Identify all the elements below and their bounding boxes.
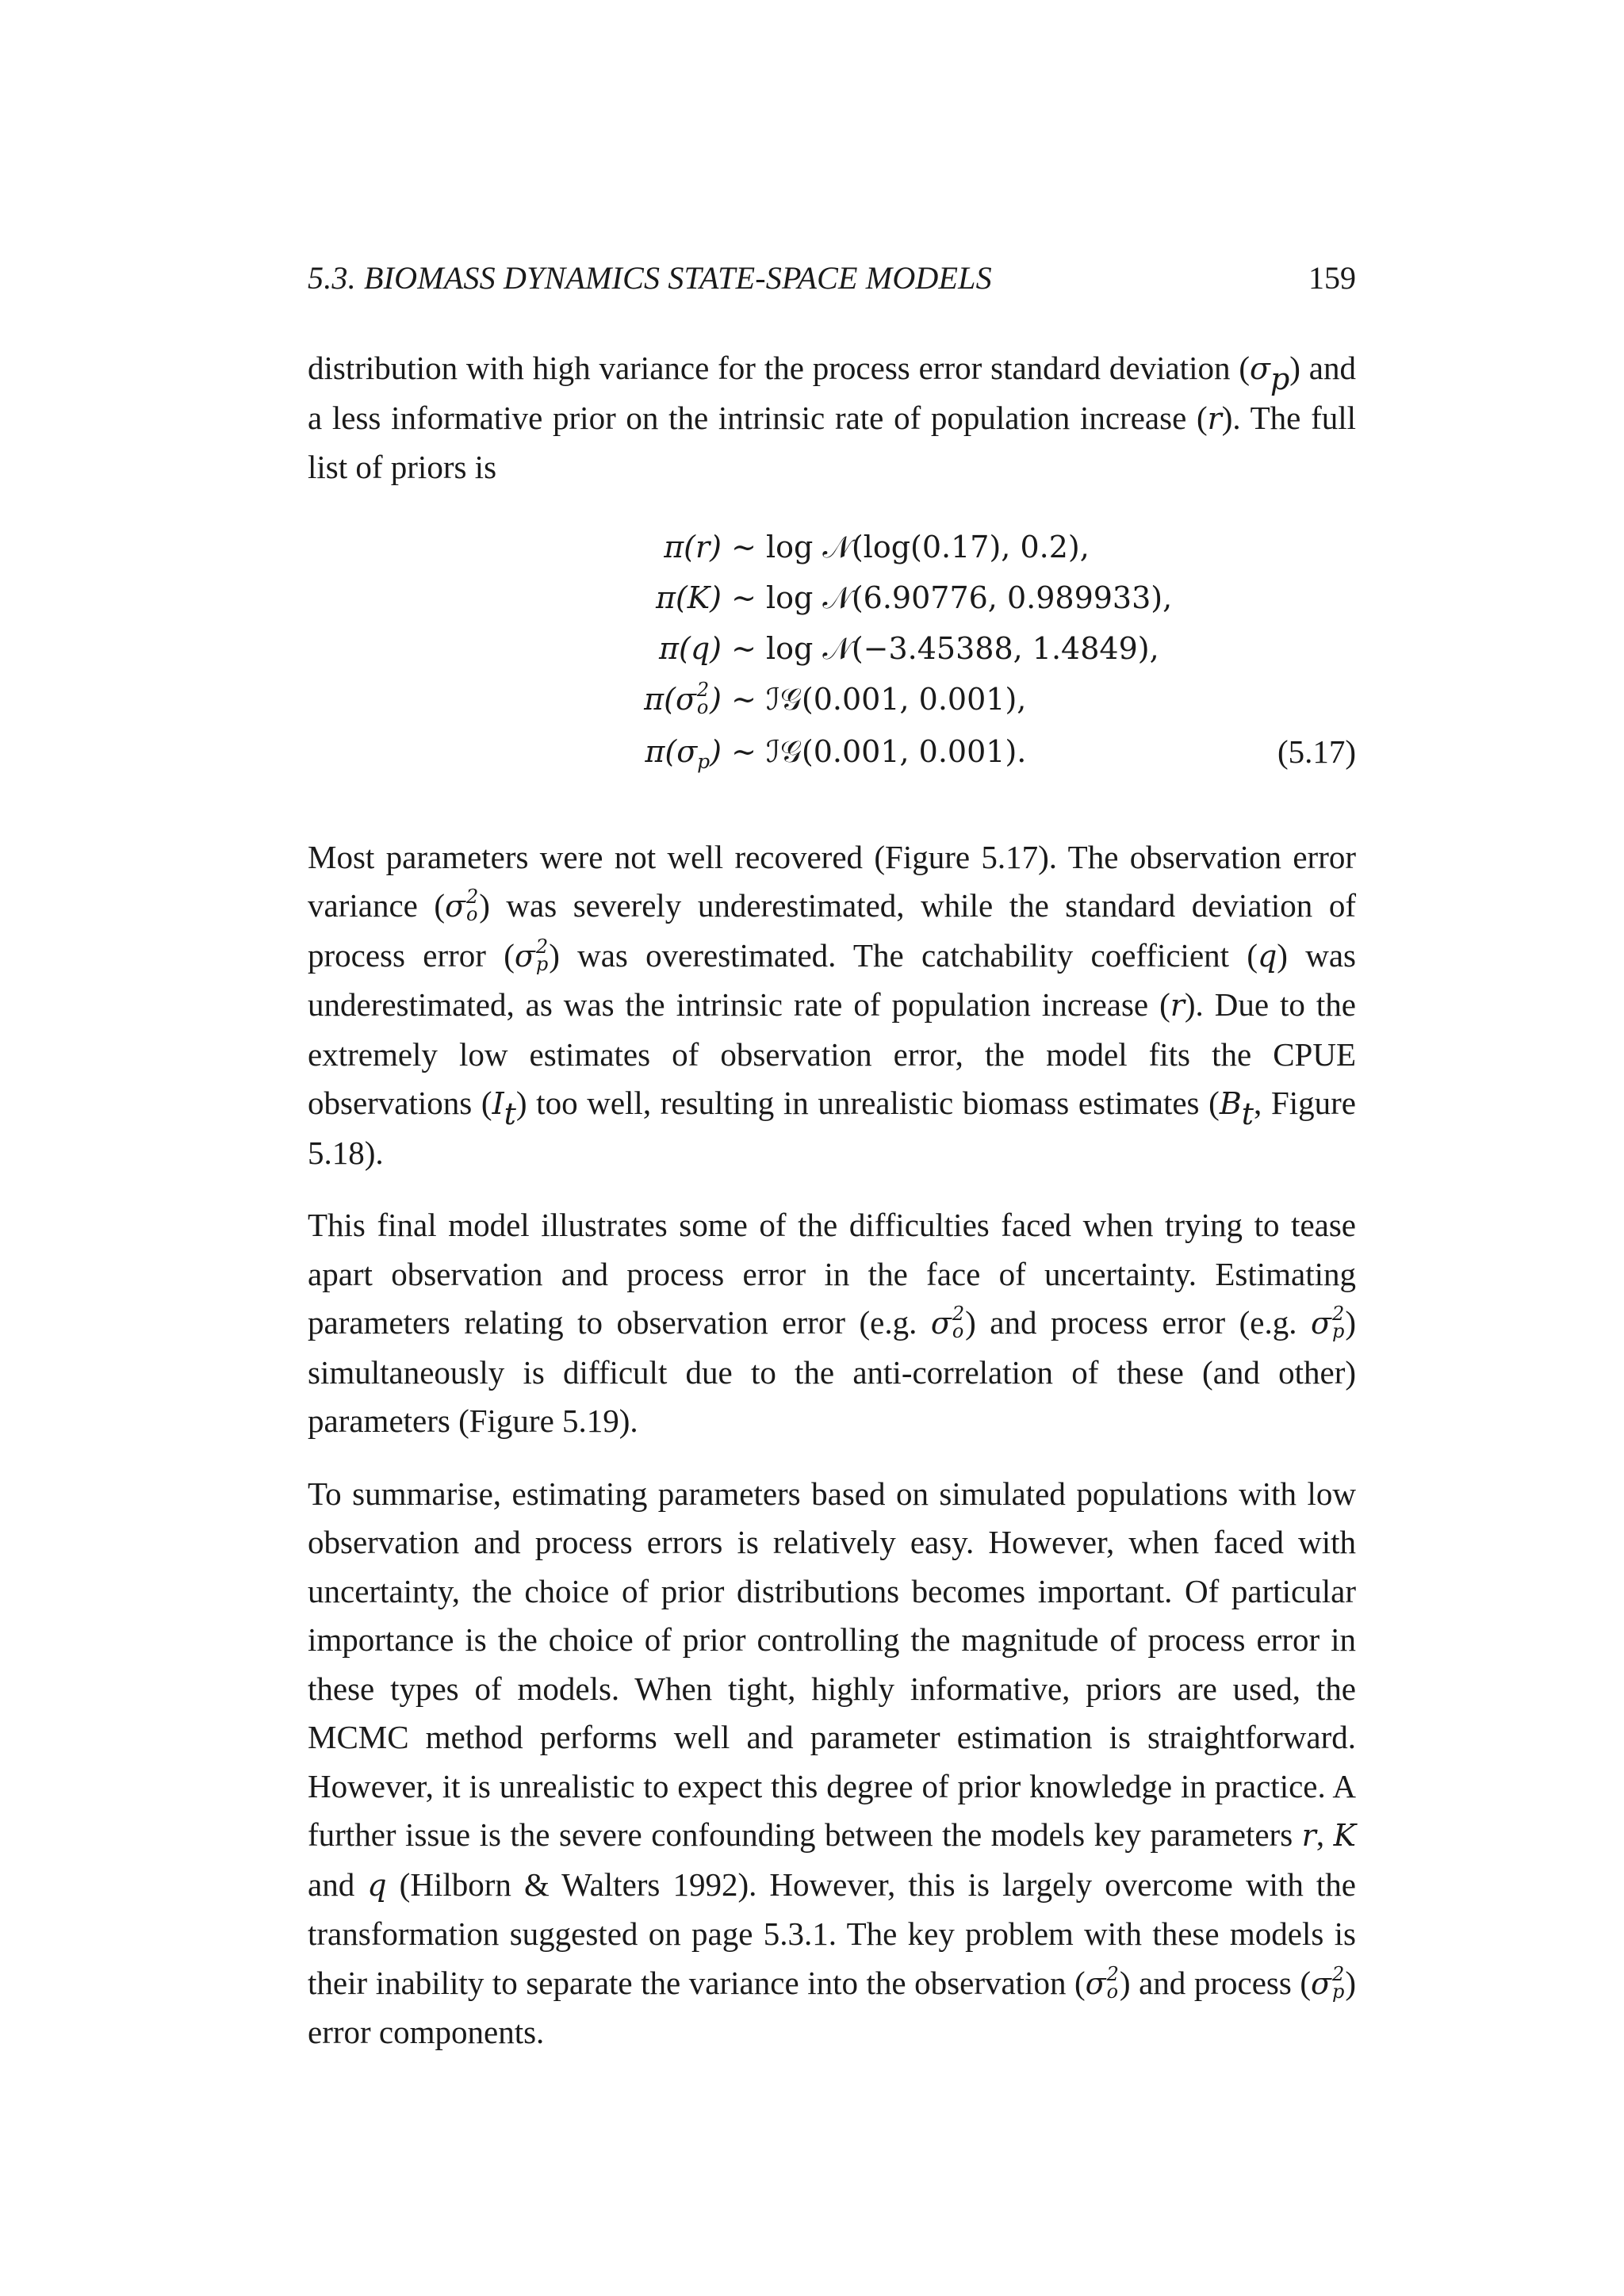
paragraph-priors-intro: distribution with high variance for the process error standard deviation $(\sigma_p)$ and a less informative prior on the intrinsic rate of population increase (r). The full list of priors is [308,350,1356,485]
equation-row-q: π(q) ∼ log 𝒩(−3.45388, 1.4849), [659,630,1159,666]
running-head [308,251,1356,306]
prior-equations [308,505,1356,811]
equation-row-sigma-p: $\pi(\sigma_p)$ ∼ ℐ𝒢(0.001, 0.001). (5.17) [308,724,1356,779]
paragraph-results: Most parameters were not well recovered (Figure 5.17). The observation error variance (σ 2 o ) was severely underestimated, while the standard deviation of process error (σ 2 p ) was overestimated. The catchability coefficient (q) was underestimated, as was the intrinsic rate of population increase (r). Due to the extremely low estimates of observation error, the model fits the CPUE observations $(I_t)$ too well, resulting in unrealistic biomass estimates ($B_t$, Figure 5.18). [308,838,1356,1171]
equation-row-r: π(r) ∼ log 𝒩(log(0.17), 0.2), [664,529,1090,564]
page [308,251,1356,2057]
page-number: 159 [1308,260,1356,296]
running-title: 5.3. BIOMASS DYNAMICS STATE-SPACE MODELS [308,260,992,296]
paragraph-difficulties: This final model illustrates some of the difficulties faced when trying to tease apart observation and process error in the face of uncertainty. Estimating parameters relating to observation error (e.g. σ 2 o ) and process error (e.g. σ 2 p ) simultaneously is difficult due to the anti-correlation of these (and other) parameters (Figure 5.19). [308,1207,1356,1439]
equation-row-k: π(K) ∼ log 𝒩(6.90776, 0.989933), [655,580,1173,615]
paragraph-summary: To summarise, estimating parameters based on simulated populations with low observation and process errors is relatively easy. However, when faced with uncertainty, the choice of prior distributions becomes important. Of particular importance is the choice of prior controlling the magnitude of process error in these types of models. When tight, highly informative, priors are used, the MCMC method performs well and parameter estimation is straightforward. However, it is unrealistic to expect this degree of prior knowledge in practice. A further issue is the severe confounding between the models key parameters r, K and q (Hilborn & Walters 1992). However, this is largely overcome with the transformation suggested on page 5.3.1. The key problem with these models is their inability to separate the variance into the observation (σ 2 o ) and process (σ 2 p ) error components. [308,1475,1357,2050]
equation-number: (5.17) [1277,733,1356,770]
equation-row-sigma-o: π(σ 2 o ) ∼ ℐ𝒢(0.001, 0.001), [644,678,1027,718]
